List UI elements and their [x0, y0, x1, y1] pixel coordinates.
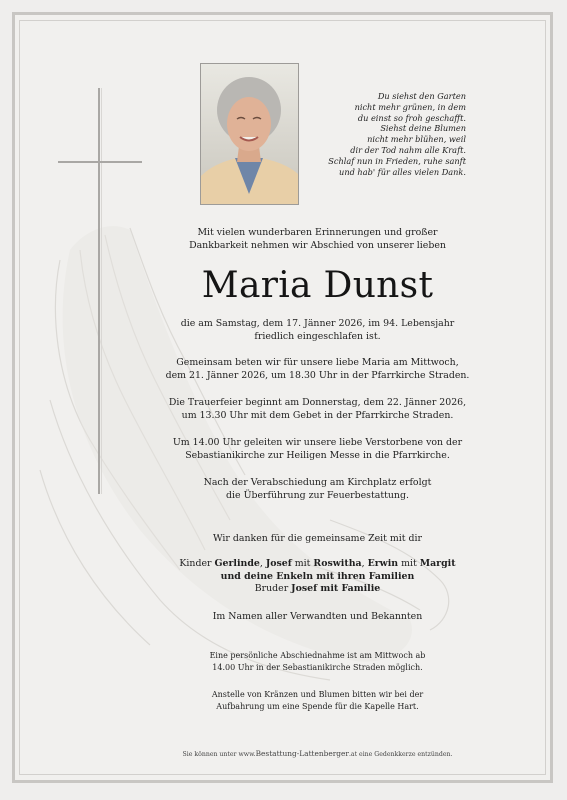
- intro-text: [150, 227, 485, 252]
- footer-brand-link[interactable]: Bestattung-Lattenberger: [255, 749, 349, 758]
- thanks-text: Wir danken für die gemeinsame Zeit mit dir: [212, 533, 423, 544]
- farewell-line: 14.00 Uhr in der Sebastianikirche Straden möglich.: [212, 662, 423, 672]
- footer-suffix: .at eine Gedenkkerze entzünden.: [348, 751, 453, 758]
- mass-line: Sebastianikirche zur Heiligen Messe in die Pfarrkirche.: [185, 449, 450, 461]
- partner-name: Margit: [419, 558, 456, 569]
- cremation-info: [150, 477, 485, 502]
- funeral-line: um 13.30 Uhr mit dem Gebet in der Pfarrkirche Straden.: [181, 409, 454, 421]
- cross-vertical: [98, 88, 100, 494]
- portrait-photo: [200, 63, 299, 205]
- poem-line: nicht mehr blühen, weil: [367, 134, 466, 145]
- funeral-info: [150, 397, 485, 422]
- memorial-poem: [306, 91, 466, 177]
- family-list: [150, 558, 485, 596]
- children-label: Kinder: [179, 558, 212, 569]
- mass-info: [150, 437, 485, 462]
- intro-line: Dankbarkeit nehmen wir Abschied von unserer lieben: [189, 239, 446, 251]
- farewell-info: [150, 650, 485, 673]
- child-name: Josef: [265, 558, 292, 569]
- death-info: [150, 318, 485, 343]
- donation-line: Aufbahrung um eine Spende für die Kapelle Hart.: [216, 701, 419, 711]
- brother-label: Bruder: [254, 583, 289, 595]
- poem-line: du einst so froh geschafft.: [357, 112, 466, 123]
- intro-line: Mit vielen wunderbaren Erinnerungen und großer: [197, 227, 438, 238]
- mass-line: Um 14.00 Uhr geleiten wir unsere liebe Verstorbene von der: [172, 437, 463, 448]
- partner-name: Roswitha: [313, 558, 362, 569]
- farewell-line: Eine persönliche Abschiednahme ist am Mittwoch ab: [209, 651, 426, 660]
- child-name: Gerlinde: [214, 558, 260, 569]
- footer-prefix: Sie können unter www.: [182, 751, 256, 758]
- prayer-info: [150, 357, 485, 382]
- poem-line: Siehst deine Blumen: [380, 123, 466, 134]
- poem-line: Du siehst den Garten: [377, 91, 466, 101]
- poem-line: Schlaf nun in Frieden, ruhe sanft: [328, 155, 466, 166]
- with-word: mit: [294, 558, 311, 569]
- cremation-line: die Überführung zur Feuerbestattung.: [226, 489, 409, 501]
- footer-candle-note: [150, 749, 485, 759]
- cross-horizontal: [58, 161, 142, 163]
- brother-line: [150, 583, 485, 596]
- grandchildren-line: [150, 571, 485, 584]
- brother-name: Josef mit Familie: [291, 583, 381, 595]
- with-word: mit: [401, 558, 417, 569]
- death-info-line: friedlich eingeschlafen ist.: [254, 330, 381, 342]
- donation-info: [150, 689, 485, 712]
- poem-line: nicht mehr grünen, in dem: [354, 101, 466, 112]
- funeral-line: Die Trauerfeier beginnt am Donnerstag, dem 22. Jänner 2026,: [168, 397, 467, 408]
- cremation-line: Nach der Verabschiedung am Kirchplatz erfolgt: [203, 477, 432, 488]
- grandchildren-text: und deine Enkeln mit ihren Familien: [220, 570, 415, 582]
- deceased-name: Maria Dunst: [201, 265, 434, 306]
- children-line: Kinder Gerlinde, Josef mit Roswitha, Erwin mit Margit: [179, 558, 456, 569]
- death-info-line: die am Samstag, dem 17. Jänner 2026, im 94. Lebensjahr: [180, 318, 455, 329]
- poem-line: und hab' für alles vielen Dank.: [339, 166, 466, 177]
- child-name: Erwin: [367, 558, 399, 569]
- prayer-line: dem 21. Jänner 2026, um 18.30 Uhr in der Pfarrkirche Straden.: [165, 369, 470, 381]
- prayer-line: Gemeinsam beten wir für unsere liebe Maria am Mittwoch,: [176, 357, 459, 368]
- cross-vertical-shadow: [101, 88, 102, 494]
- poem-line: dir der Tod nahm alle Kraft.: [350, 144, 466, 155]
- relatives-text: Im Namen aller Verwandten und Bekannten: [212, 611, 423, 622]
- donation-line: Anstelle von Kränzen und Blumen bitten wir bei der: [211, 690, 424, 699]
